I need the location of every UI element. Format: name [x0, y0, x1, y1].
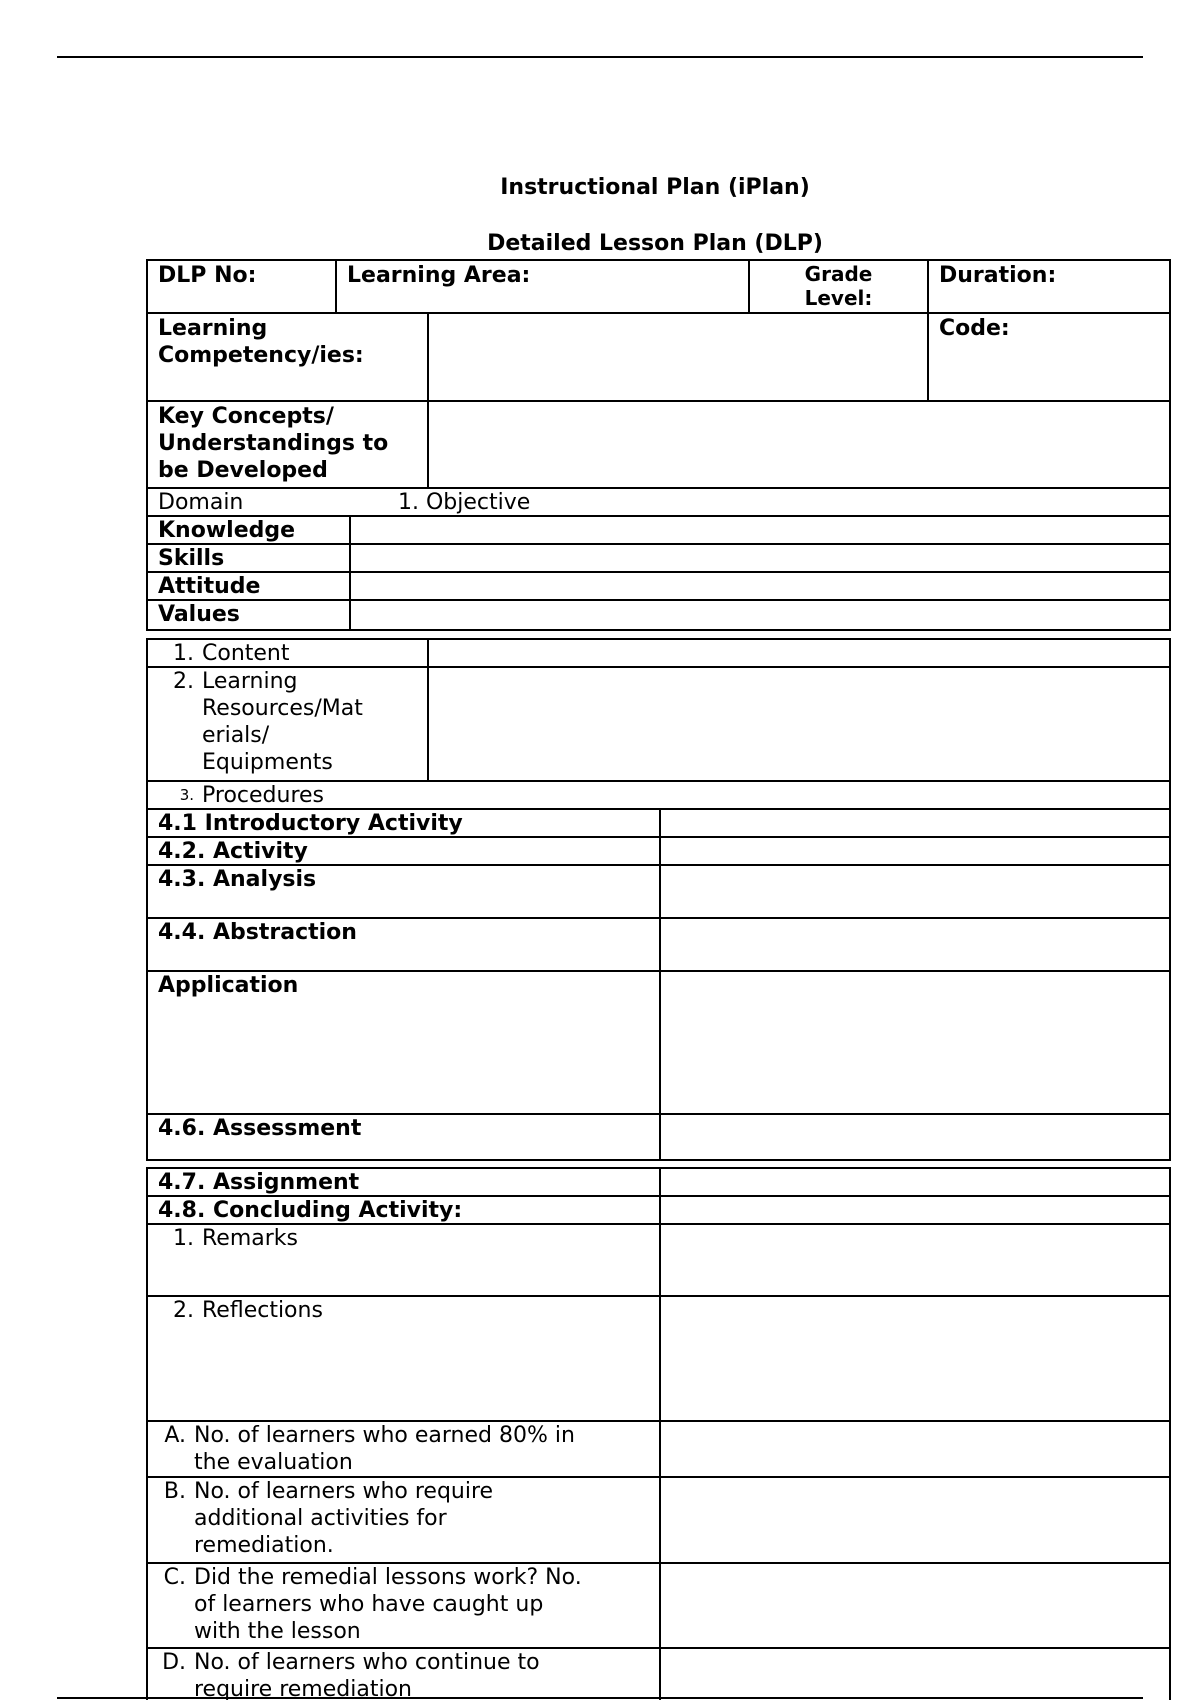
content-value-cell[interactable]: [427, 638, 1171, 668]
assessment-label: 4.6. Assessment: [158, 1116, 362, 1141]
item-d-line-1: No. of learners who continue to: [194, 1650, 540, 1675]
values-label: Values: [158, 602, 240, 627]
competency-label-1: Learning: [158, 316, 268, 341]
abstraction-label: 4.4. Abstraction: [158, 920, 357, 945]
analysis-label-cell: [146, 864, 661, 919]
attitude-label: Attitude: [158, 574, 261, 599]
code-label: Code:: [939, 316, 1010, 341]
dlp-no-label: DLP No:: [158, 263, 257, 288]
item-c-letter: C.: [163, 1565, 186, 1590]
duration-label: Duration:: [939, 263, 1057, 288]
competency-label-2: Competency/ies:: [158, 343, 364, 368]
competency-value-cell[interactable]: [427, 312, 929, 402]
resources-number: 2.: [173, 669, 194, 694]
resources-label-1: Learning: [202, 669, 298, 694]
values-value-cell[interactable]: [349, 599, 1171, 631]
key-concepts-label-1: Key Concepts/: [158, 404, 334, 429]
reflections-number: 2.: [173, 1298, 194, 1323]
objective-label: 1. Objective: [398, 490, 531, 515]
remarks-label: Remarks: [202, 1226, 298, 1251]
content-number: 1.: [173, 641, 194, 666]
item-c-label-cell: [146, 1562, 661, 1649]
item-b-line-1: No. of learners who require: [194, 1479, 494, 1504]
analysis-value-cell[interactable]: [659, 864, 1171, 919]
reflections-value-cell[interactable]: [659, 1295, 1171, 1422]
item-a-line-1: No. of learners who earned 80% in: [194, 1423, 575, 1448]
concluding-value-cell[interactable]: [659, 1195, 1171, 1225]
remarks-value-cell[interactable]: [659, 1223, 1171, 1297]
page-title: Instructional Plan (iPlan): [500, 175, 810, 200]
attitude-label-cell: [146, 571, 351, 601]
assignment-value-cell[interactable]: [659, 1167, 1171, 1197]
remarks-number: 1.: [173, 1226, 194, 1251]
procedures-row: [146, 780, 1171, 810]
introductory-label-cell: [146, 808, 661, 838]
skills-value-cell[interactable]: [349, 543, 1171, 573]
resources-label-2: Resources/Mat: [202, 696, 363, 721]
reflections-label-cell: [146, 1295, 661, 1422]
grade-level-label-1: Grade: [804, 262, 873, 286]
application-label: Application: [158, 973, 299, 998]
competency-label-cell: [146, 312, 429, 402]
remarks-label-cell: [146, 1223, 661, 1297]
learning-area-cell[interactable]: [335, 259, 750, 314]
item-b-letter: B.: [163, 1479, 186, 1504]
analysis-label: 4.3. Analysis: [158, 867, 317, 892]
duration-cell[interactable]: [927, 259, 1171, 314]
application-label-cell: [146, 970, 661, 1115]
item-b-line-2: additional activities for: [194, 1506, 447, 1531]
assignment-label: 4.7. Assignment: [158, 1170, 360, 1195]
values-label-cell: [146, 599, 351, 631]
domain-label: Domain: [158, 490, 244, 515]
key-concepts-label-2: Understandings to: [158, 431, 389, 456]
activity-label: 4.2. Activity: [158, 839, 308, 864]
reflections-label: Reflections: [202, 1298, 323, 1323]
dlp-no-cell[interactable]: [146, 259, 337, 314]
item-c-value-cell[interactable]: [659, 1562, 1171, 1649]
resources-value-cell[interactable]: [427, 666, 1171, 782]
item-d-label-cell: [146, 1647, 661, 1700]
item-c-line-3: with the lesson: [194, 1619, 361, 1644]
item-b-line-3: remediation.: [194, 1533, 334, 1558]
introductory-label: 4.1 Introductory Activity: [158, 811, 463, 836]
activity-label-cell: [146, 836, 661, 866]
concluding-label: 4.8. Concluding Activity:: [158, 1198, 463, 1223]
domain-objective-row: [146, 487, 1171, 517]
learning-area-label: Learning Area:: [347, 263, 531, 288]
skills-label: Skills: [158, 546, 225, 571]
procedures-label: Procedures: [202, 783, 324, 808]
item-a-letter: A.: [164, 1423, 186, 1448]
item-c-line-2: of learners who have caught up: [194, 1592, 544, 1617]
key-concepts-label-cell: [146, 400, 429, 489]
procedures-number: 3.: [179, 786, 194, 804]
skills-label-cell: [146, 543, 351, 573]
abstraction-label-cell: [146, 917, 661, 972]
abstraction-value-cell[interactable]: [659, 917, 1171, 972]
grade-level-cell[interactable]: [748, 259, 929, 314]
assessment-value-cell[interactable]: [659, 1113, 1171, 1161]
item-d-letter: D.: [162, 1650, 186, 1675]
page-subtitle: Detailed Lesson Plan (DLP): [487, 231, 823, 256]
lesson-plan-table: [146, 259, 1171, 1700]
item-a-value-cell[interactable]: [659, 1420, 1171, 1478]
key-concepts-label-3: be Developed: [158, 458, 328, 483]
introductory-value-cell[interactable]: [659, 808, 1171, 838]
grade-level-label-2: Level:: [804, 286, 873, 310]
assignment-label-cell: [146, 1167, 661, 1197]
content-label-cell: [146, 638, 429, 668]
knowledge-value-cell[interactable]: [349, 515, 1171, 545]
resources-label-3: erials/: [202, 723, 270, 748]
knowledge-label-cell: [146, 515, 351, 545]
item-d-line-2: require remediation: [194, 1677, 412, 1700]
top-rule: [57, 56, 1143, 58]
activity-value-cell[interactable]: [659, 836, 1171, 866]
content-label: Content: [202, 641, 290, 666]
application-value-cell[interactable]: [659, 970, 1171, 1115]
concluding-label-cell: [146, 1195, 661, 1225]
resources-label-4: Equipments: [202, 750, 333, 775]
key-concepts-value-cell[interactable]: [427, 400, 1171, 489]
assessment-label-cell: [146, 1113, 661, 1161]
item-a-line-2: the evaluation: [194, 1450, 353, 1475]
attitude-value-cell[interactable]: [349, 571, 1171, 601]
item-c-line-1: Did the remedial lessons work? No.: [194, 1565, 582, 1590]
item-b-label-cell: [146, 1476, 661, 1564]
knowledge-label: Knowledge: [158, 518, 296, 543]
item-a-label-cell: [146, 1420, 661, 1478]
resources-label-cell: [146, 666, 429, 782]
code-cell[interactable]: [927, 312, 1171, 402]
item-b-value-cell[interactable]: [659, 1476, 1171, 1564]
item-d-value-cell[interactable]: [659, 1647, 1171, 1700]
